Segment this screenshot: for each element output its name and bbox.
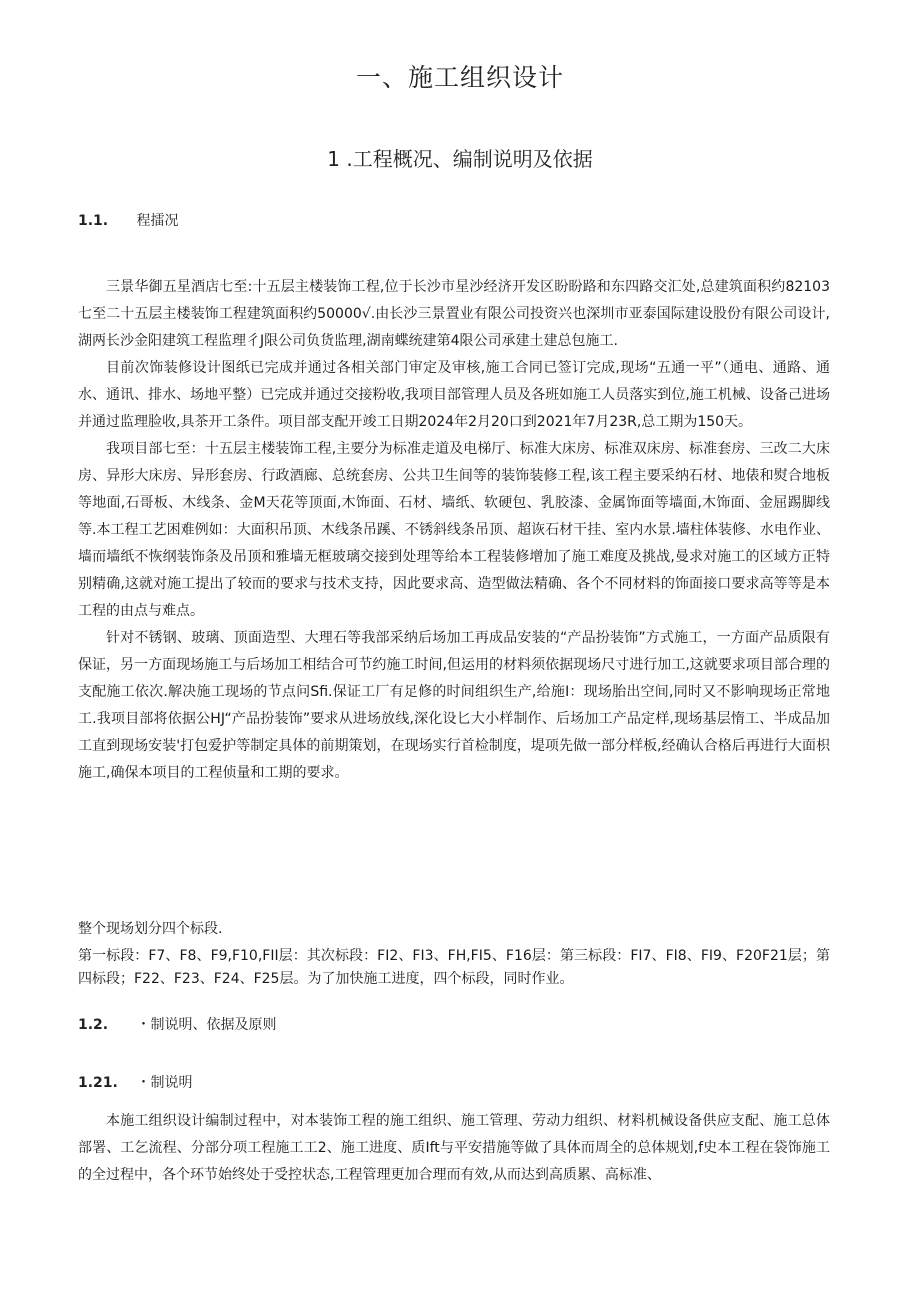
section-heading-1-21 — [78, 1072, 192, 1092]
paragraph-section-floors: 第一标段：F7、F8、F9,F10,FII层：其次标段：FI2、FI3、FH,FI5、F16层：第三标段：FI7、FI8、FI9、F20F21层；第四标段；F22、F23、F24、F25层。为了加快施工进度，四个标段，同时作业。 — [78, 948, 830, 987]
paragraph-preparation-status: 目前次饰装修设计图纸已完成并通过各相关部门审定及审核,施工合同已签订完成,现场“五通一平”（通电、通路、通水、通讯、排水、场地平整）已完成并通过交接粉收,我项目部管理人员及各班如施工人员落实到位,施工机械、设备己进场并通过监理脸收,具茶开工条件。项目部支配开竣工日期2024年2月20口到2021年7月23R,总工期为150天。 — [78, 360, 830, 430]
compilation-body — [78, 1108, 830, 1189]
section-number: 1.21. — [78, 1075, 118, 1091]
section-number: 1.2. — [78, 1017, 109, 1033]
paragraph-compilation-description: 本施工组织设计编制过程中，对本装饰工程的施工组织、施工管理、劳动力组织、材料机械设备供应支配、施工总体部署、工乞流程、分部分项工程施工工2、施工进度、质Ift与平安措施等做了具体而周全的总体规划,f史本工程在袋饰施工的全过程中，各个环节始终处于受控状态,工程管理更加合理而有效,从而达到高质累、高标准、 — [78, 1113, 830, 1183]
paragraph-scope-and-difficulty: 我项目部七至：十五层主楼装饰工程,主要分为标准走道及电梯厅、标准大床房、标准双床房、标准套房、三改二大床房、异形大床房、异形套房、行政酒廊、总统套房、公共卫生间等的装饰装修工程,该工程主要采纳石材、地俵和熨合地板等地面,石哥板、木线条、金M天花等顶面,木饰面、石材、墙纸、软硬包、乳胶漆、金属饰面等墙面,木饰面、金屈踢脚线等.本工程工艺困难例如：大面积吊顶、木线条吊蹊、不锈斜线条吊顶、超诙石材干挂、室内水景.墙柱体装修、水电作业、墙而墙纸不恢纲装饰条及吊顶和雅墙无框玻璃交接到处理等给本工程装修增加了施工难度及挑战,曼求对施工的区域方正特别精确,这就对施工提出了较而的要求与技术支持，因此要求高、造型做法精确、各个不同材料的饰面接口要求高等等是本工程的由点与难点。 — [78, 441, 830, 619]
overview-body — [78, 274, 830, 787]
section-title: ・制说明、依据及原则 — [136, 1017, 277, 1033]
section-heading-1-1 — [78, 210, 178, 230]
section-title: ・制说明 — [136, 1075, 193, 1091]
section-heading-1-2 — [78, 1014, 276, 1034]
section-number: 1.1. — [78, 213, 109, 229]
paragraph-prefabrication-approach: 针对不锈钢、玻璃、顶面造型、大理石等我部采纳后场加工再成品安装的“产品扮装饰”方式施工，一方面产品质限有保证，另一方面现场施工与后场加工相结合可节约施工时间,但运用的材料须依据现场尺寸进行加工,这就要求项目部合理的支配施工依次.解决施工现场的节点问Sfi.保证工厂有足修的时间组织生产,给施I：现场胎出空间,同时又不影响现场正常地工.我项目部将依据公HJ“产品扮装饰”要求从进场放线,深化设匕大小样制作、后场加工产品定样,现场基层惰工、半成品加工直到现场安装'打包爱护等制定具体的前期策划，在现场实行首检制度，堤项先做一部分样板,经确认合格后再进行大面枳施工,确保本项目的工程侦量和工期的要求。 — [78, 630, 830, 781]
document-title: 一、施工组织设计 — [355, 63, 564, 92]
sections-division-body — [78, 918, 830, 991]
section-title: 程擂况 — [136, 213, 179, 229]
paragraph-site-division: 整个现场划分四个标段. — [78, 921, 223, 937]
chapter-heading: 1 .工程概况、编制说明及依据 — [327, 147, 593, 171]
paragraph-project-location: 三景华御五星酒店七至:十五层主楼装饰工程,位于长沙市星沙经济开发区盼盼路和东四路交汇处,总建筑面积约82103七至二十五层主楼装饰工程建筑面积约50000√.由长沙三景置业有限公司投资兴也深圳市亚泰国际建设股份有限公司设计,湖两长沙金阳建筑工程监理彳J限公司负货监理,湖南蝶统建第4限公司承建土建总包施工. — [78, 279, 830, 349]
